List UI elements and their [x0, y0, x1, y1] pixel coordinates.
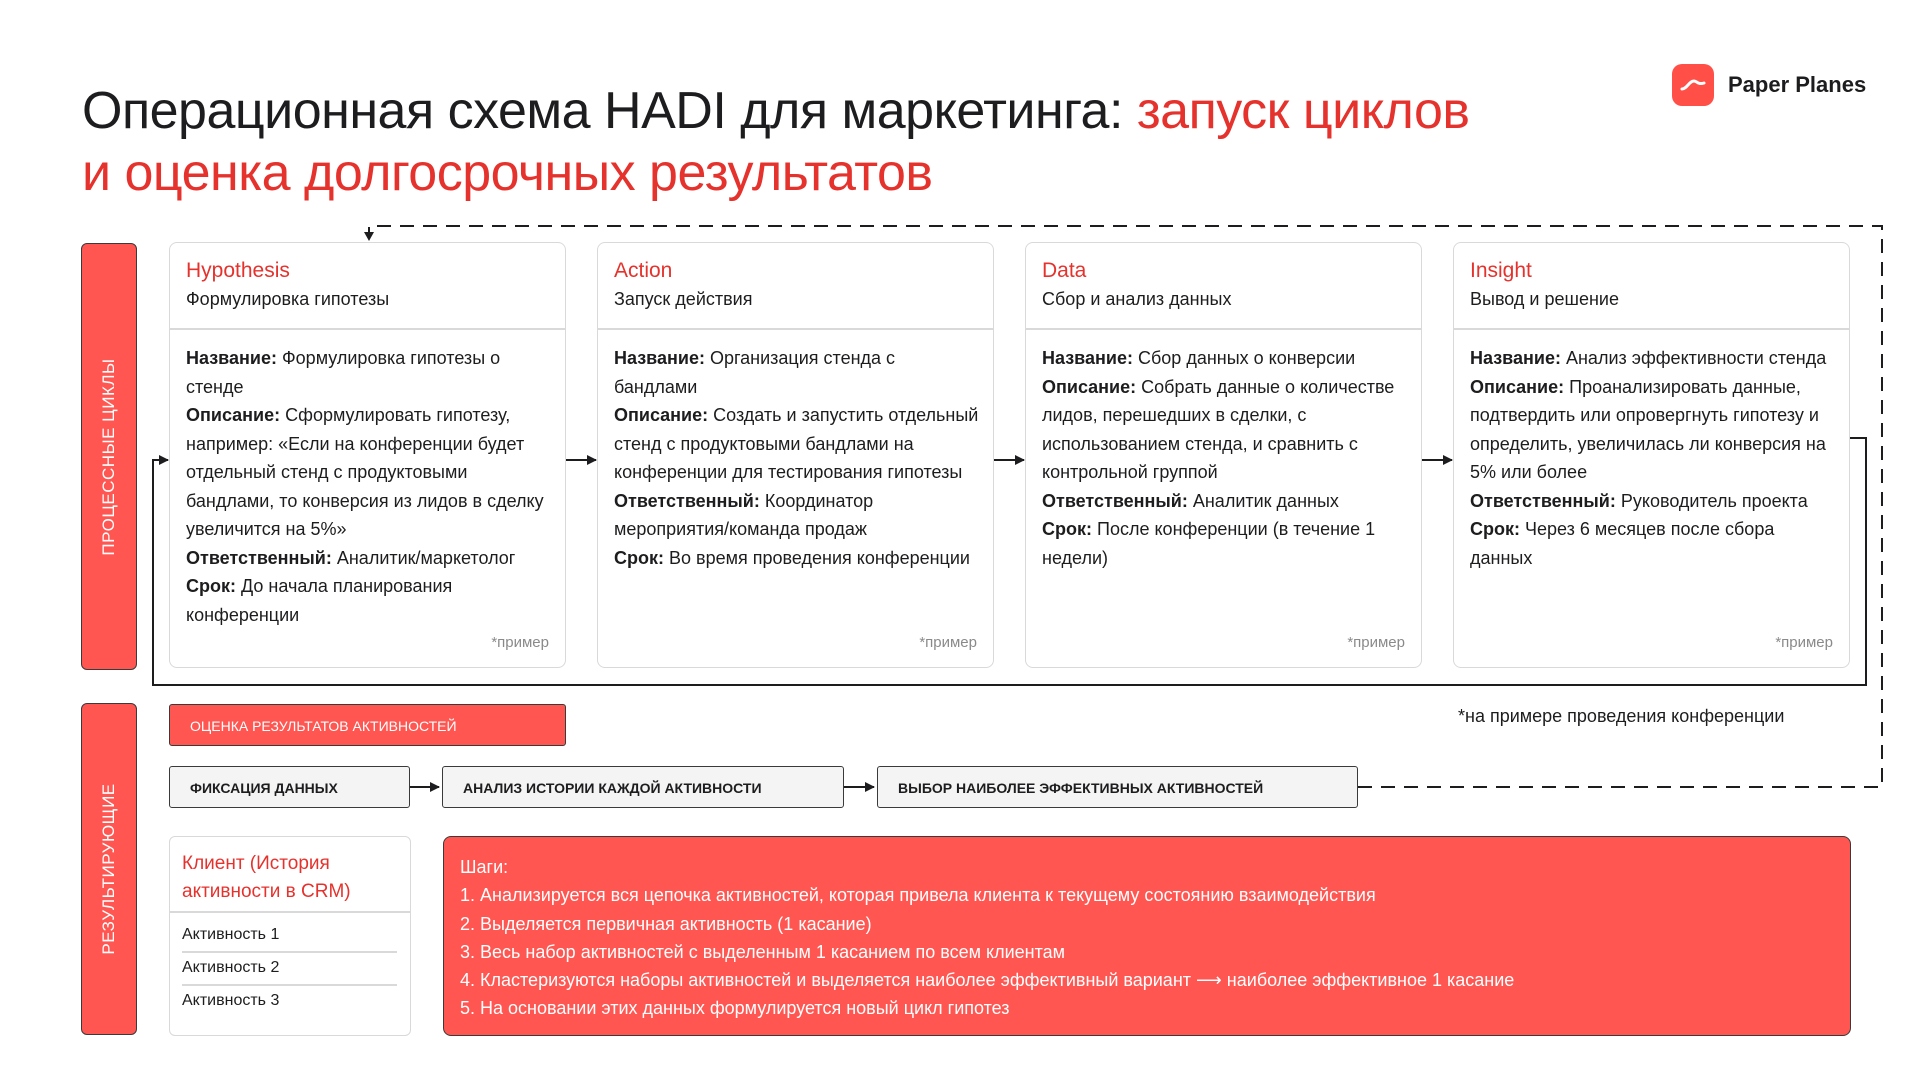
card-title: Data: [1042, 259, 1087, 282]
step-item: 4. Кластеризуются наборы активностей и выделяется наиболее эффективный вариант ⟶ наиболее эффективное 1 касание: [460, 970, 1515, 991]
desc-value: Сформулировать гипотезу, например: «Если на конференции будет отдельный стенд с продуктовыми бандлами, то конверсия из лидов в сделку увеличится на 5%»: [186, 405, 544, 539]
owner-label: Ответственный:: [186, 547, 332, 568]
card-body: [1470, 344, 1837, 572]
results-banner: ОЦЕНКА РЕЗУЛЬТАТОВ АКТИВНОСТЕЙ: [169, 704, 566, 746]
owner-label: Ответственный:: [1470, 490, 1616, 511]
deadline-value: Через 6 месяцев после сбора данных: [1470, 519, 1775, 568]
card-header: [1026, 243, 1421, 330]
client-title: Клиент (История активности в CRM): [182, 853, 351, 902]
card-subtitle: Сбор и анализ данных: [1042, 289, 1232, 309]
card-title: Hypothesis: [186, 259, 290, 282]
owner-label: Ответственный:: [1042, 490, 1188, 511]
card-subtitle: Запуск действия: [614, 289, 753, 309]
name-value: Формулировка гипотезы о стенде: [186, 348, 501, 397]
title-part-1: Операционная схема HADI для маркетинга:: [82, 82, 1137, 140]
owner-value: Руководитель проекта: [1620, 490, 1808, 511]
card-header: [598, 243, 993, 330]
card-subtitle: Формулировка гипотезы: [186, 289, 390, 309]
page-title: [82, 80, 1582, 204]
desc-label: Описание:: [614, 405, 709, 425]
list-item: Активность 1: [182, 919, 397, 953]
desc-value: Собрать данные о количестве лидов, перешедших в сделки, с использованием стенда, и сравнить с контрольной группой: [1042, 376, 1395, 482]
steps-heading: Шаги:: [460, 857, 509, 877]
name-value: Сбор данных о конверсии: [1137, 348, 1356, 368]
step-item: 3. Весь набор активностей с выделенным 1 касанием по всем клиентам: [460, 941, 1066, 962]
brand-name: Paper Planes: [1728, 72, 1867, 97]
card-subtitle: Вывод и решение: [1470, 289, 1619, 309]
card-body: [1042, 344, 1409, 572]
card-action: [597, 242, 994, 668]
list-item: Активность 2: [182, 952, 397, 986]
conference-note: *на примере проведения конференции: [1458, 706, 1785, 726]
owner-value: Аналитик данных: [1192, 490, 1339, 511]
name-value: Организация стенда с бандлами: [614, 348, 896, 397]
desc-label: Описание:: [1470, 376, 1565, 397]
owner-label: Ответственный:: [614, 490, 760, 511]
card-header: [1454, 243, 1849, 330]
name-label: Название:: [614, 348, 705, 368]
side-panel-results: [81, 703, 137, 1035]
divider: [170, 911, 410, 913]
side-panel-process: [81, 243, 137, 670]
card-title: Action: [614, 259, 673, 282]
name-label: Название:: [1470, 348, 1561, 368]
client-crm-box: [169, 836, 411, 1036]
side-label-results: РЕЗУЛЬТИРУЮЩИЕ: [99, 783, 118, 955]
stage-history-analysis: АНАЛИЗ ИСТОРИИ КАЖДОЙ АКТИВНОСТИ: [442, 766, 844, 808]
card-data: [1025, 242, 1422, 668]
card-body: [186, 344, 553, 629]
title-part-3: и оценка долгосрочных результатов: [82, 144, 933, 202]
deadline-label: Срок:: [1042, 519, 1092, 539]
card-header: [170, 243, 565, 330]
deadline-value: После конференции (в течение 1 недели): [1042, 519, 1376, 568]
step-item: 1. Анализируется вся цепочка активностей, которая привела клиента к текущему состоянию взаимодействия: [460, 885, 1376, 906]
dashed-loop-arrowhead: [364, 232, 374, 241]
stage-best-selection: ВЫБОР НАИБОЛЕЕ ЭФФЕКТИВНЫХ АКТИВНОСТЕЙ: [877, 766, 1358, 808]
deadline-label: Срок:: [614, 547, 664, 568]
owner-value: Координатор мероприятия/команда продаж: [614, 490, 874, 539]
name-label: Название:: [186, 348, 277, 368]
card-note: *пример: [1775, 634, 1833, 651]
title-part-2: запуск циклов: [1136, 82, 1470, 140]
list-item: Активность 3: [182, 992, 280, 1009]
name-value: Анализ эффективности стенда: [1565, 348, 1827, 368]
step-item: 5. На основании этих данных формулируется новый цикл гипотез: [460, 998, 1010, 1019]
step-item: 2. Выделяется первичная активность (1 касание): [460, 913, 872, 934]
card-insight: [1453, 242, 1850, 668]
card-note: *пример: [1347, 634, 1405, 651]
card-note: *пример: [491, 634, 549, 651]
paper-plane-logo-icon: [1672, 64, 1714, 106]
steps-box: [443, 836, 1851, 1036]
card-title: Insight: [1470, 259, 1532, 282]
deadline-value: Во время проведения конференции: [669, 547, 970, 568]
name-label: Название:: [1042, 348, 1133, 368]
deadline-value: До начала планирования конференции: [186, 576, 453, 625]
desc-label: Описание:: [186, 405, 281, 425]
owner-value: Аналитик/маркетолог: [336, 547, 516, 568]
deadline-label: Срок:: [1470, 519, 1520, 539]
desc-value: Проанализировать данные, подтвердить или опровергнуть гипотезу и определить, увеличилась ли конверсия на 5% или более: [1470, 376, 1826, 482]
desc-label: Описание:: [1042, 376, 1137, 397]
side-label-process: ПРОЦЕССНЫЕ ЦИКЛЫ: [99, 357, 118, 556]
card-note: *пример: [919, 634, 977, 651]
card-body: [614, 344, 981, 572]
brand-logo: [1672, 64, 1866, 106]
card-hypothesis: [169, 242, 566, 668]
desc-value: Создать и запустить отдельный стенд с продуктовыми бандлами на конференции для тестирования гипотезы: [614, 405, 979, 482]
stage-data-capture: ФИКСАЦИЯ ДАННЫХ: [169, 766, 410, 808]
deadline-label: Срок:: [186, 576, 236, 596]
